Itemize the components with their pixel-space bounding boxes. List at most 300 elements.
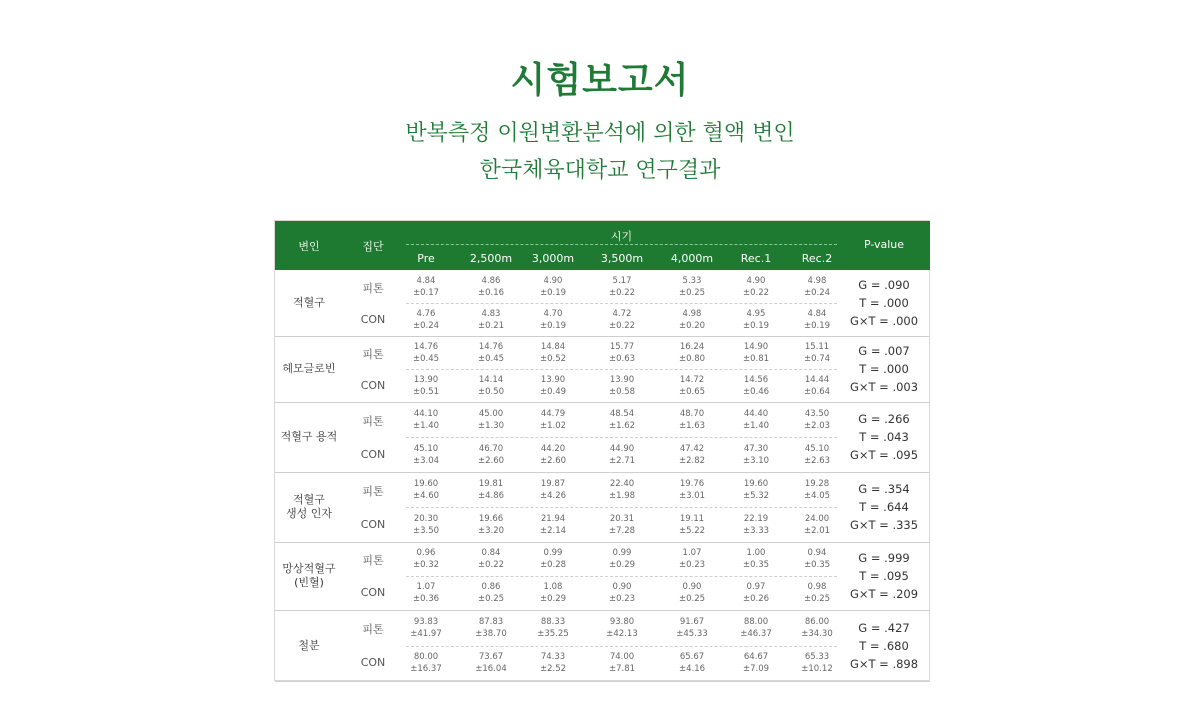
p-value-cell: [841, 342, 927, 396]
sd-value: ±2.01: [803, 525, 831, 536]
data-cell: [663, 308, 721, 332]
mean-value: 14.76: [478, 341, 504, 352]
group-label: CON: [360, 447, 386, 461]
group-divider: [406, 507, 837, 508]
data-cell: [593, 308, 651, 332]
sd-value: ±7.28: [608, 525, 636, 536]
header-variable: 변인: [298, 240, 320, 253]
group-label: CON: [360, 312, 386, 326]
sd-value: ±5.32: [742, 490, 770, 501]
table-row: [275, 542, 930, 611]
sd-value: ±0.19: [742, 320, 770, 331]
data-cell: [727, 275, 785, 299]
p-value-g: G = .090: [858, 278, 910, 292]
data-cell: [788, 581, 846, 605]
sd-value: ±0.25: [678, 594, 706, 604]
header-pvalue: P-value: [863, 238, 905, 251]
data-cell: [593, 651, 651, 675]
sd-value: ±0.25: [803, 594, 831, 604]
data-cell: [727, 616, 785, 640]
sd-value: ±0.49: [539, 386, 567, 397]
mean-value: 13.90: [413, 374, 439, 385]
sd-value: ±38.70: [475, 628, 507, 639]
data-cell: [397, 547, 455, 571]
mean-value: 22.40: [609, 478, 635, 489]
data-cell: [663, 513, 721, 537]
sd-value: ±5.22: [678, 525, 706, 536]
data-cell: [593, 275, 651, 299]
mean-value: 16.24: [679, 341, 705, 352]
sd-value: ±0.24: [412, 320, 440, 331]
sd-value: ±0.22: [608, 287, 636, 298]
sd-value: ±0.16: [477, 287, 505, 298]
sd-value: ±4.16: [678, 664, 706, 675]
p-value-gt: G×T = .335: [849, 518, 919, 532]
mean-value: 74.00: [609, 652, 635, 663]
p-value-gt: G×T = .209: [849, 587, 919, 601]
group-label: CON: [360, 586, 386, 599]
data-cell: [593, 513, 651, 537]
mean-value: 44.40: [743, 408, 769, 419]
sd-value: ±4.05: [803, 490, 831, 501]
mean-value: 5.33: [682, 275, 702, 286]
variable-label: 철분: [298, 638, 320, 652]
p-value-g: G = .266: [858, 412, 910, 426]
mean-value: 0.94: [807, 548, 827, 558]
sd-value: ±0.45: [412, 353, 440, 364]
mean-value: 4.98: [682, 308, 702, 319]
data-cell: [593, 478, 651, 502]
data-cell: [524, 275, 582, 299]
mean-value: 44.10: [413, 408, 439, 419]
group-divider: [406, 646, 837, 647]
table-row: [275, 402, 930, 473]
mean-value: 4.86: [481, 275, 501, 286]
variable-label: 적혈구 용적: [280, 430, 338, 443]
data-cell: [788, 275, 846, 299]
data-cell: [663, 581, 721, 605]
sd-value: ±1.40: [742, 420, 770, 431]
header-time-col: 3,000m: [531, 252, 575, 265]
mean-value: 4.72: [612, 308, 632, 319]
mean-value: 0.99: [612, 548, 632, 558]
mean-value: 4.90: [746, 275, 766, 286]
group-label: 피톤: [362, 484, 384, 498]
p-value-g: G = .427: [858, 620, 910, 635]
sd-value: ±1.30: [477, 420, 505, 431]
sd-value: ±0.80: [678, 353, 706, 364]
sd-value: ±0.50: [477, 386, 505, 397]
p-value-t: T = .000: [859, 296, 909, 310]
data-cell: [727, 443, 785, 467]
p-value-cell: [841, 276, 927, 330]
sd-value: ±35.25: [537, 628, 569, 639]
mean-value: 88.00: [743, 616, 769, 627]
data-cell: [663, 443, 721, 467]
mean-value: 5.17: [612, 275, 632, 286]
mean-value: 93.83: [413, 616, 439, 627]
sd-value: ±2.60: [539, 455, 567, 466]
sd-value: ±0.74: [803, 353, 831, 364]
header-time-col: Pre: [417, 252, 435, 265]
mean-value: 14.90: [743, 341, 769, 352]
sd-value: ±0.35: [742, 560, 770, 570]
mean-value: 64.67: [743, 652, 769, 663]
variable-label: 적혈구: [293, 296, 325, 309]
mean-value: 14.76: [413, 341, 439, 352]
sd-value: ±16.04: [475, 664, 507, 675]
group-label: CON: [360, 656, 386, 670]
mean-value: 47.30: [743, 443, 769, 454]
sd-value: ±0.17: [412, 287, 440, 298]
mean-value: 1.07: [416, 582, 436, 592]
mean-value: 24.00: [804, 513, 830, 524]
sd-value: ±3.10: [742, 455, 770, 466]
mean-value: 1.00: [746, 548, 766, 558]
mean-value: 46.70: [478, 443, 504, 454]
mean-value: 14.44: [804, 374, 830, 385]
mean-value: 4.84: [807, 308, 827, 319]
sd-value: ±2.60: [477, 455, 505, 466]
data-cell: [788, 341, 846, 365]
sd-value: ±2.71: [608, 455, 636, 466]
mean-value: 19.66: [478, 513, 504, 524]
sd-value: ±45.33: [676, 628, 708, 639]
mean-value: 93.80: [609, 616, 635, 627]
table-row: [275, 336, 930, 403]
sd-value: ±41.97: [410, 628, 442, 639]
p-value-cell: [841, 549, 927, 603]
p-value-cell: [841, 619, 927, 673]
data-cell: [397, 408, 455, 432]
table-row: [275, 270, 930, 337]
sd-value: ±0.24: [803, 287, 831, 298]
sd-value: ±0.64: [803, 386, 831, 397]
mean-value: 87.83: [478, 616, 504, 627]
sd-value: ±2.14: [539, 525, 567, 536]
sd-value: ±3.33: [742, 525, 770, 536]
sd-value: ±0.22: [742, 287, 770, 298]
data-cell: [727, 547, 785, 571]
sd-value: ±0.81: [742, 353, 770, 364]
mean-value: 43.50: [804, 408, 830, 419]
sd-value: ±1.98: [608, 490, 636, 501]
mean-value: 44.20: [540, 443, 566, 454]
p-value-t: T = .095: [859, 569, 909, 583]
data-cell: [524, 408, 582, 432]
mean-value: 4.95: [746, 308, 766, 319]
mean-value: 0.98: [807, 582, 827, 592]
mean-value: 4.76: [416, 308, 436, 319]
data-cell: [524, 341, 582, 365]
mean-value: 86.00: [804, 616, 830, 627]
mean-value: 14.56: [743, 374, 769, 385]
table-row: [275, 472, 930, 543]
mean-value: 80.00: [413, 652, 439, 663]
sd-value: ±10.12: [801, 664, 833, 675]
sd-value: ±42.13: [606, 628, 638, 639]
sd-value: ±16.37: [410, 664, 442, 675]
data-cell: [663, 374, 721, 398]
header-divider: [406, 244, 837, 245]
mean-value: 44.90: [609, 443, 635, 454]
mean-value: 47.42: [679, 443, 705, 454]
mean-value: 74.33: [540, 652, 566, 663]
group-label: 피톤: [362, 347, 384, 361]
data-cell: [397, 581, 455, 605]
sd-value: ±34.30: [801, 628, 833, 639]
mean-value: 0.90: [612, 582, 632, 592]
data-cell: [462, 341, 520, 365]
header-group: 집단: [362, 240, 384, 253]
data-cell: [663, 275, 721, 299]
p-value-cell: [841, 410, 927, 464]
data-cell: [727, 513, 785, 537]
variable-label: [275, 493, 343, 521]
data-cell: [462, 374, 520, 398]
mean-value: 48.54: [609, 408, 635, 419]
data-cell: [397, 513, 455, 537]
mean-value: 65.33: [804, 652, 830, 663]
p-value-gt: G×T = .000: [849, 314, 919, 328]
sd-value: ±0.23: [678, 560, 706, 570]
sd-value: ±0.46: [742, 386, 770, 397]
p-value-t: T = .000: [859, 362, 909, 376]
data-cell: [593, 547, 651, 571]
data-cell: [397, 478, 455, 502]
group-divider: [406, 576, 837, 577]
data-cell: [788, 651, 846, 675]
variable-label-line1: 망상적혈구: [282, 562, 336, 575]
group-divider: [406, 437, 837, 438]
data-cell: [593, 443, 651, 467]
sd-value: ±0.25: [477, 594, 505, 604]
data-cell: [727, 341, 785, 365]
table-row: [275, 610, 930, 682]
mean-value: 4.70: [543, 308, 563, 319]
data-cell: [462, 478, 520, 502]
sd-value: ±0.25: [678, 287, 706, 298]
sd-value: ±46.37: [740, 628, 772, 639]
group-label: CON: [360, 378, 386, 392]
results-table: [274, 220, 930, 681]
sd-value: ±3.20: [477, 525, 505, 536]
variable-label: 헤모글로빈: [282, 362, 336, 375]
data-cell: [593, 408, 651, 432]
data-cell: [524, 478, 582, 502]
variable-label-line2: 생성 인자: [285, 507, 332, 520]
data-cell: [663, 616, 721, 640]
p-value-g: G = .354: [858, 482, 910, 496]
mean-value: 20.30: [413, 513, 439, 524]
sd-value: ±0.29: [608, 560, 636, 570]
data-cell: [524, 547, 582, 571]
data-cell: [788, 547, 846, 571]
data-cell: [524, 374, 582, 398]
mean-value: 13.90: [609, 374, 635, 385]
data-cell: [663, 651, 721, 675]
variable-label-line2: (빈혈): [294, 576, 324, 589]
variable-label-line1: 적혈구: [293, 493, 325, 506]
data-cell: [462, 275, 520, 299]
sd-value: ±3.50: [412, 525, 440, 536]
sd-value: ±3.04: [412, 455, 440, 466]
p-value-cell: [841, 480, 927, 534]
sd-value: ±0.63: [608, 353, 636, 364]
mean-value: 0.97: [746, 582, 766, 592]
mean-value: 91.67: [679, 616, 705, 627]
mean-value: 13.90: [540, 374, 566, 385]
mean-value: 0.90: [682, 582, 702, 592]
mean-value: 15.77: [609, 341, 635, 352]
data-cell: [663, 408, 721, 432]
p-value-gt: G×T = .003: [849, 380, 919, 394]
sd-value: ±1.02: [539, 420, 567, 431]
sd-value: ±4.26: [539, 490, 567, 501]
sd-value: ±0.35: [803, 560, 831, 570]
group-label: CON: [360, 517, 386, 531]
data-cell: [663, 547, 721, 571]
sd-value: ±0.19: [803, 320, 831, 331]
mean-value: 0.84: [481, 548, 501, 558]
group-divider: [406, 303, 837, 304]
header-time-col: 4,000m: [670, 252, 714, 265]
sd-value: ±2.82: [678, 455, 706, 466]
mean-value: 19.81: [478, 478, 504, 489]
data-cell: [593, 341, 651, 365]
sd-value: ±0.22: [608, 320, 636, 331]
header-time-col: Rec.2: [801, 252, 833, 265]
sd-value: ±4.86: [477, 490, 505, 501]
data-cell: [524, 513, 582, 537]
sd-value: ±0.22: [477, 560, 505, 570]
mean-value: 45.10: [413, 443, 439, 454]
mean-value: 1.08: [543, 582, 563, 592]
mean-value: 19.11: [679, 513, 705, 524]
group-label: 피톤: [362, 622, 384, 636]
sd-value: ±2.52: [539, 664, 567, 675]
sd-value: ±1.40: [412, 420, 440, 431]
p-value-t: T = .644: [859, 500, 909, 514]
sd-value: ±0.51: [412, 386, 440, 397]
p-value-g: G = .999: [858, 551, 910, 565]
data-cell: [397, 616, 455, 640]
group-divider: [406, 369, 837, 370]
mean-value: 65.67: [679, 652, 705, 663]
mean-value: 4.90: [543, 275, 563, 286]
sd-value: ±2.63: [803, 455, 831, 466]
sd-value: ±0.19: [539, 320, 567, 331]
mean-value: 45.00: [478, 408, 504, 419]
data-cell: [788, 478, 846, 502]
data-cell: [462, 616, 520, 640]
data-cell: [788, 616, 846, 640]
mean-value: 22.19: [743, 513, 769, 524]
mean-value: 73.67: [478, 652, 504, 663]
data-cell: [788, 513, 846, 537]
group-label: 피톤: [362, 414, 384, 428]
p-value-t: T = .680: [859, 638, 909, 653]
mean-value: 21.94: [540, 513, 566, 524]
mean-value: 20.31: [609, 513, 635, 524]
sd-value: ±0.20: [678, 320, 706, 331]
data-cell: [524, 616, 582, 640]
p-value-g: G = .007: [858, 344, 910, 358]
table-header: [275, 221, 930, 270]
data-cell: [524, 651, 582, 675]
sd-value: ±0.29: [539, 594, 567, 604]
sd-value: ±0.28: [539, 560, 567, 570]
data-cell: [788, 374, 846, 398]
data-cell: [462, 547, 520, 571]
data-cell: [727, 374, 785, 398]
data-cell: [397, 275, 455, 299]
mean-value: 4.98: [807, 275, 827, 286]
mean-value: 19.60: [743, 478, 769, 489]
data-cell: [524, 308, 582, 332]
data-cell: [397, 374, 455, 398]
data-cell: [727, 581, 785, 605]
group-label: 피톤: [362, 281, 384, 295]
mean-value: 4.84: [416, 275, 436, 286]
p-value-gt: G×T = .898: [849, 656, 919, 671]
variable-label: [275, 562, 343, 590]
page-title: 시험보고서: [510, 60, 690, 101]
data-cell: [462, 651, 520, 675]
p-value-gt: G×T = .095: [849, 448, 919, 462]
sd-value: ±0.36: [412, 594, 440, 604]
mean-value: 14.84: [540, 341, 566, 352]
sd-value: ±0.19: [539, 287, 567, 298]
sd-value: ±0.45: [477, 353, 505, 364]
data-cell: [397, 341, 455, 365]
data-cell: [397, 308, 455, 332]
data-cell: [397, 651, 455, 675]
subtitle-institution: 한국체육대학교 연구결과: [479, 158, 721, 183]
data-cell: [727, 408, 785, 432]
mean-value: 0.86: [481, 582, 501, 592]
header-time-col: 2,500m: [469, 252, 513, 265]
mean-value: 0.99: [543, 548, 563, 558]
data-cell: [462, 308, 520, 332]
sd-value: ±0.23: [608, 594, 636, 604]
mean-value: 19.60: [413, 478, 439, 489]
data-cell: [663, 341, 721, 365]
sd-value: ±0.32: [412, 560, 440, 570]
sd-value: ±0.52: [539, 353, 567, 364]
data-cell: [593, 616, 651, 640]
data-cell: [788, 443, 846, 467]
mean-value: 48.70: [679, 408, 705, 419]
mean-value: 88.33: [540, 616, 566, 627]
sd-value: ±2.03: [803, 420, 831, 431]
data-cell: [462, 408, 520, 432]
sd-value: ±0.58: [608, 386, 636, 397]
mean-value: 19.76: [679, 478, 705, 489]
data-cell: [524, 581, 582, 605]
sd-value: ±0.65: [678, 386, 706, 397]
sd-value: ±7.81: [608, 664, 636, 675]
data-cell: [462, 581, 520, 605]
data-cell: [524, 443, 582, 467]
mean-value: 19.87: [540, 478, 566, 489]
mean-value: 14.72: [679, 374, 705, 385]
sd-value: ±1.63: [678, 420, 706, 431]
sd-value: ±1.62: [608, 420, 636, 431]
data-cell: [788, 408, 846, 432]
data-cell: [462, 443, 520, 467]
sd-value: ±0.21: [477, 320, 505, 331]
